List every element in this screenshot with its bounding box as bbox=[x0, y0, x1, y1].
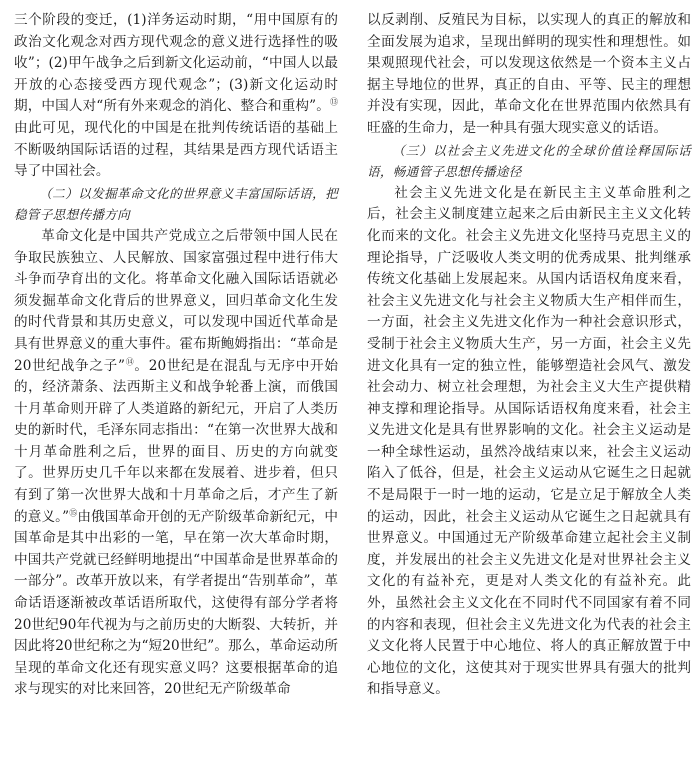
right-column bbox=[367, 10, 691, 701]
section-heading-2: （二）以发掘革命文化的世界意义丰富国际话语，把稳管子思想传播方向 bbox=[14, 185, 338, 223]
section-heading-3: （三）以社会主义先进文化的全球价值诠释国际话语，畅通管子思想传播途径 bbox=[367, 142, 691, 180]
right-paragraph-1: 以反剥削、反殖民为目标，以实现人的真正的解放和全面发展为追求，呈现出鲜明的现实性和理想性。如果观照现代社会，可以发现这依然是一个资本主义占据主导地位的世界，真正的自由、平等、民主的理想并没有实现，因此，革命文化在世界范围内依然具有旺盛的生命力，是一种具有强大现实意义的话语。 bbox=[367, 12, 691, 136]
left-paragraph-2 bbox=[14, 226, 338, 701]
paragraph-text: 三个阶段的变迁，(1)洋务运动时期，“用中国原有的政治文化观念对西方现代观念的意义进行选择性的吸收”；(2)甲午战争之后到新文化运动前，“中国人以最开放的心态接受西方现代观念”；(3)新文化运动时期，中国人对“所有外来观念的消化、整合和重构”。 bbox=[14, 12, 338, 115]
paragraph-text: 由此可见，现代化的中国是在批判传统话语的基础上不断吸纳国际话语的过程，其结果是西方现代话语主导了中国社会。 bbox=[14, 119, 338, 180]
left-paragraph-1 bbox=[14, 10, 338, 183]
footnote-marker: ⑬ bbox=[329, 97, 338, 107]
footnote-marker: ⑭ bbox=[125, 356, 135, 366]
paragraph-text: 。20世纪是在混乱与无序中开始的，经济萧条、法西斯主义和战争轮番上演，而俄国十月革命则开辟了人类道路的新纪元，开启了人类历史的新时代，毛泽东同志指出：“在第一次世界大战和十月革命胜利之后，世界的面目、历史的方向就变了。世界历史几千年以来都在发展着、进步着，但只有到了第一次世界大战和十月革命之后，才产生了新的意义。” bbox=[14, 357, 338, 525]
footnote-marker: ⑮ bbox=[69, 508, 78, 518]
paragraph-text: 革命文化是中国共产党成立之后带领中国人民在争取民族独立、人民解放、国家富强过程中进行伟大斗争而孕育出的文化。将革命文化融入国际话语就必须发掘革命文化背后的世界意义，回归革命文化生发的时代背景和其历史意义，可以发现中国近代革命是具有世界意义的重大事件。霍布斯鲍姆指出：“革命是20世纪战争之子” bbox=[14, 227, 338, 374]
paragraph-text: 由俄国革命开创的无产阶级革命新纪元，中国革命是其中出彩的一笔，早在第一次大革命时期，中国共产党就已经鲜明地提出“中国革命是世界革命的一部分”。改革开放以来，有学者提出“告别革命”，革命话语逐渐被改革话语所取代，这使得有部分学者将20世纪90年代视为与之前历史的大断裂、大转折，并因此将20世纪称之为“短20世纪”。那么，革命运动所呈现的革命文化还有现实意义吗？这要根据革命的追求与现实的对比来回答，20世纪无产阶级革命 bbox=[14, 508, 338, 698]
left-column bbox=[14, 10, 338, 701]
right-paragraph-2: 社会主义先进文化是在新民主主义革命胜利之后，社会主义制度建立起来之后由新民主主义文化转化而来的文化。社会主义先进文化坚持马克思主义的理论指导，广泛吸收人类文明的优秀成果、批判继承传统文化基础上发展起来。从国内话语权角度来看，社会主义先进文化与社会主义物质大生产相伴而生，一方面，社会主义先进文化作为一种社会意识形式，受制于社会主义物质大生产，另一方面，社会主义先进文化具有一定的独立性，能够塑造社会风气、激发社会动力、树立社会理想，为社会主义大生产提供精神支撑和理论指导。从国际话语权角度来看，社会主义先进文化是具有世界影响的文化。社会主义运动是一种全球性运动，虽然冷战结束以来，社会主义运动陷入了低谷，但是，社会主义运动从它诞生之日起就不是局限于一时一地的运动，它是立足于解放全人类的运动，因此，社会主义运动从它诞生之日起就具有世界意义。中国通过无产阶级革命建立起社会主义制度，并发展出的社会主义先进文化是对世界社会主义文化的有益补充，更是对人类文化的有益补充。此外，虽然社会主义文化在不同时代不同国家有着不同的内容和表现，但社会主义先进文化为代表的社会主义文化将人民置于中心地位、将人的真正解放置于中心地位的文化，这使其对于现实世界具有强大的批判和指导意义。 bbox=[367, 184, 691, 698]
